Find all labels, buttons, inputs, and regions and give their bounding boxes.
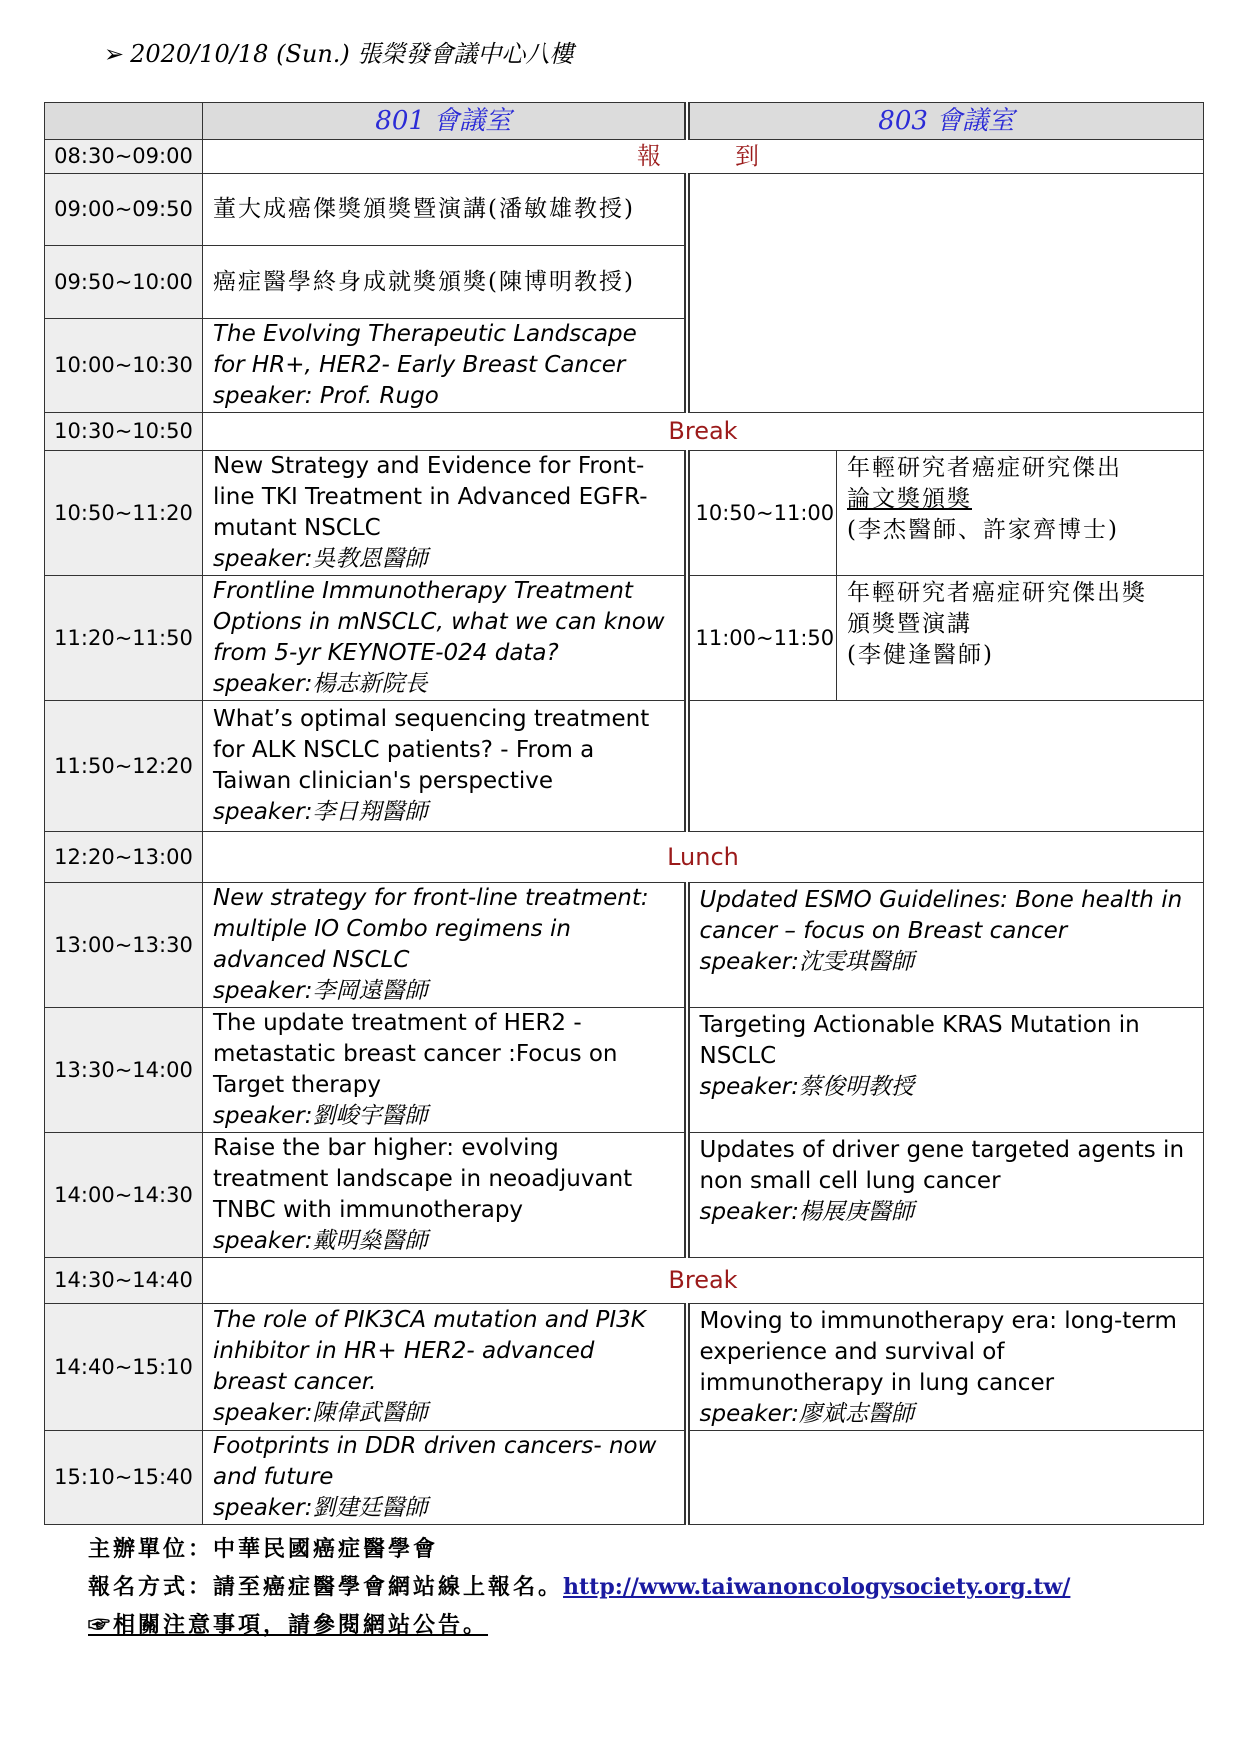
time-cell: 15:10~15:40 xyxy=(45,1431,203,1525)
table-row xyxy=(45,576,1204,701)
speaker-name: 沈雯琪醫師 xyxy=(799,949,915,975)
time-cell: 14:30~14:40 xyxy=(45,1258,203,1304)
session-speaker xyxy=(213,1101,674,1132)
speaker-name: 李日翔醫師 xyxy=(312,799,428,825)
table-row xyxy=(45,451,1204,576)
speaker-name: 吳教恩醫師 xyxy=(312,546,428,572)
session-speaker xyxy=(700,1072,1194,1103)
table-row xyxy=(45,1008,1204,1133)
session-title: New strategy for front-line treatment: multiple IO Combo regimens in advanced NSCLC xyxy=(213,885,649,973)
session-title: Updated ESMO Guidelines: Bone health in cancer – focus on Breast cancer xyxy=(699,887,1183,944)
speaker-label: speaker: xyxy=(213,978,313,1004)
speaker-name: 廖斌志醫師 xyxy=(799,1401,915,1427)
session-speaker xyxy=(213,1398,674,1429)
organizer-line: 主辦單位：中華民國癌症醫學會 xyxy=(88,1536,439,1562)
session-speaker xyxy=(700,1399,1194,1430)
table-row xyxy=(45,140,1204,174)
session-801 xyxy=(203,1431,687,1525)
session-title: Updates of driver gene targeted agents in non small cell lung cancer xyxy=(699,1137,1185,1194)
session-title: Raise the bar higher: evolving treatment landscape in neoadjuvant TNBC with immunotherapy xyxy=(213,1135,633,1223)
session-803 xyxy=(687,1008,1204,1133)
speaker-name: 楊展庚醫師 xyxy=(799,1199,915,1225)
registration-line xyxy=(88,1568,1070,1606)
session-speaker xyxy=(213,797,674,828)
session-801 xyxy=(203,1008,687,1133)
time-cell: 13:00~13:30 xyxy=(45,883,203,1008)
session-speaker xyxy=(213,669,674,700)
session-title-line: 年輕研究者癌症研究傑出 xyxy=(847,455,1122,481)
speaker-label: speaker: xyxy=(213,383,320,409)
session-801 xyxy=(203,576,687,701)
room-803-header: 803 會議室 xyxy=(687,103,1204,140)
table-row xyxy=(45,1431,1204,1525)
session-title-line: 頒獎暨演講 xyxy=(847,611,972,637)
speaker-label: speaker: xyxy=(213,1103,313,1129)
session-803 xyxy=(837,451,1204,576)
notice-line xyxy=(88,1606,1070,1644)
time-cell: 11:50~12:20 xyxy=(45,701,203,832)
session-803-empty xyxy=(687,1431,1204,1525)
speaker-name: 李岡遠醫師 xyxy=(312,978,428,1004)
session-803 xyxy=(687,1304,1204,1431)
session-speaker xyxy=(700,947,1194,978)
session-title: Moving to immunotherapy era: long-term experience and survival of immunotherapy in lung cancer xyxy=(699,1308,1177,1396)
speaker-label: speaker: xyxy=(699,949,800,975)
session-speaker xyxy=(213,1226,674,1257)
time-cell: 08:30~09:00 xyxy=(45,140,203,174)
speaker-label: speaker: xyxy=(699,1199,800,1225)
session-801 xyxy=(203,451,687,576)
session-803-empty xyxy=(687,174,1204,413)
schedule-table xyxy=(44,102,1204,1525)
registration-label: 報名方式：請至癌症醫學會網站線上報名。 xyxy=(88,1574,564,1600)
footer xyxy=(88,1530,1070,1644)
session-801 xyxy=(203,1304,687,1431)
speaker-label: speaker: xyxy=(213,671,313,697)
session-title: What’s optimal sequencing treatment for ALK NSCLC patients? - From a Taiwan clinician's perspective xyxy=(213,706,650,794)
session-speaker xyxy=(213,976,674,1007)
break-cell: Break xyxy=(203,413,1204,451)
session-801 xyxy=(203,701,687,832)
speaker-name: 劉峻宇醫師 xyxy=(312,1103,428,1129)
session-803 xyxy=(687,883,1204,1008)
speaker-label: speaker: xyxy=(213,1400,313,1426)
session-801 xyxy=(203,1133,687,1258)
session-title: The role of PIK3CA mutation and PI3K inhibitor in HR+ HER2- advanced breast cancer. xyxy=(213,1307,646,1395)
room-801-header: 801 會議室 xyxy=(203,103,687,140)
speaker-label: speaker: xyxy=(213,546,313,572)
speaker-name: 戴明燊醫師 xyxy=(312,1228,428,1254)
speaker-label: speaker: xyxy=(213,1495,313,1521)
session-803-time: 10:50~11:00 xyxy=(687,451,837,576)
table-header-row xyxy=(45,103,1204,140)
session-speaker xyxy=(213,544,674,575)
time-cell: 09:00~09:50 xyxy=(45,174,203,246)
session-801: 癌症醫學終身成就獎頒獎(陳博明教授) xyxy=(203,246,687,319)
session-title: The update treatment of HER2 - metastatic breast cancer :Focus on Target therapy xyxy=(213,1010,618,1098)
session-speaker xyxy=(213,381,674,412)
table-row xyxy=(45,1304,1204,1431)
table-row xyxy=(45,1133,1204,1258)
notice-text: ☞相關注意事項，請參閱網站公告。 xyxy=(88,1612,489,1638)
session-803 xyxy=(687,1133,1204,1258)
time-cell: 10:00~10:30 xyxy=(45,319,203,413)
session-title-line: 論文獎頒獎 xyxy=(847,486,972,512)
time-cell: 11:20~11:50 xyxy=(45,576,203,701)
speaker-name: Prof. Rugo xyxy=(319,383,439,409)
table-row xyxy=(45,1258,1204,1304)
table-row xyxy=(45,701,1204,832)
registration-cell: 報到 xyxy=(203,140,1204,174)
speaker-name: 劉建廷醫師 xyxy=(312,1495,428,1521)
speaker-name: 蔡俊明教授 xyxy=(799,1074,915,1100)
lunch-cell: Lunch xyxy=(203,832,1204,883)
time-cell: 10:30~10:50 xyxy=(45,413,203,451)
time-cell: 14:40~15:10 xyxy=(45,1304,203,1431)
time-cell: 10:50~11:20 xyxy=(45,451,203,576)
registration-link[interactable]: http://www.taiwanoncologysociety.org.tw/ xyxy=(563,1574,1071,1600)
table-row xyxy=(45,174,1204,246)
speaker-label: speaker: xyxy=(699,1401,800,1427)
session-title: Footprints in DDR driven cancers- now and future xyxy=(213,1433,657,1490)
break-cell: Break xyxy=(203,1258,1204,1304)
session-speaker xyxy=(700,1197,1194,1228)
session-title: Targeting Actionable KRAS Mutation in NSCLC xyxy=(699,1012,1140,1069)
time-cell: 09:50~10:00 xyxy=(45,246,203,319)
time-cell: 12:20~13:00 xyxy=(45,832,203,883)
header-corner-cell xyxy=(45,103,203,140)
table-row xyxy=(45,832,1204,883)
session-801 xyxy=(203,319,687,413)
speaker-name: 楊志新院長 xyxy=(312,671,428,697)
speaker-label: speaker: xyxy=(699,1074,800,1100)
speaker-label: speaker: xyxy=(213,1228,313,1254)
session-803 xyxy=(837,576,1204,701)
session-title: New Strategy and Evidence for Front-line TKI Treatment in Advanced EGFR-mutant NSCLC xyxy=(213,453,648,541)
header-date-venue: 2020/10/18 (Sun.) 張榮發會議中心八樓 xyxy=(130,40,574,68)
arrow-bullet-icon: ➢ xyxy=(104,40,125,68)
page-header xyxy=(104,34,573,74)
time-cell: 14:00~14:30 xyxy=(45,1133,203,1258)
session-title: The Evolving Therapeutic Landscape for HR+, HER2- Early Breast Cancer xyxy=(213,321,637,378)
speaker-name: 陳偉武醫師 xyxy=(312,1400,428,1426)
session-801: 董大成癌傑獎頒獎暨演講(潘敏雄教授) xyxy=(203,174,687,246)
session-803-empty xyxy=(687,701,1204,832)
session-title-line: 年輕研究者癌症研究傑出獎 xyxy=(847,580,1147,606)
session-speaker xyxy=(213,1493,674,1524)
session-speaker: (李健逢醫師) xyxy=(847,642,994,668)
table-row xyxy=(45,413,1204,451)
session-title: Frontline Immunotherapy Treatment Options in mNSCLC, what we can know from 5-yr KEYNOTE-024 data? xyxy=(213,578,665,666)
session-803-time: 11:00~11:50 xyxy=(687,576,837,701)
time-cell: 13:30~14:00 xyxy=(45,1008,203,1133)
speaker-label: speaker: xyxy=(213,799,313,825)
session-801 xyxy=(203,883,687,1008)
session-speaker: (李杰醫師、許家齊博士) xyxy=(847,517,1119,543)
table-row xyxy=(45,883,1204,1008)
